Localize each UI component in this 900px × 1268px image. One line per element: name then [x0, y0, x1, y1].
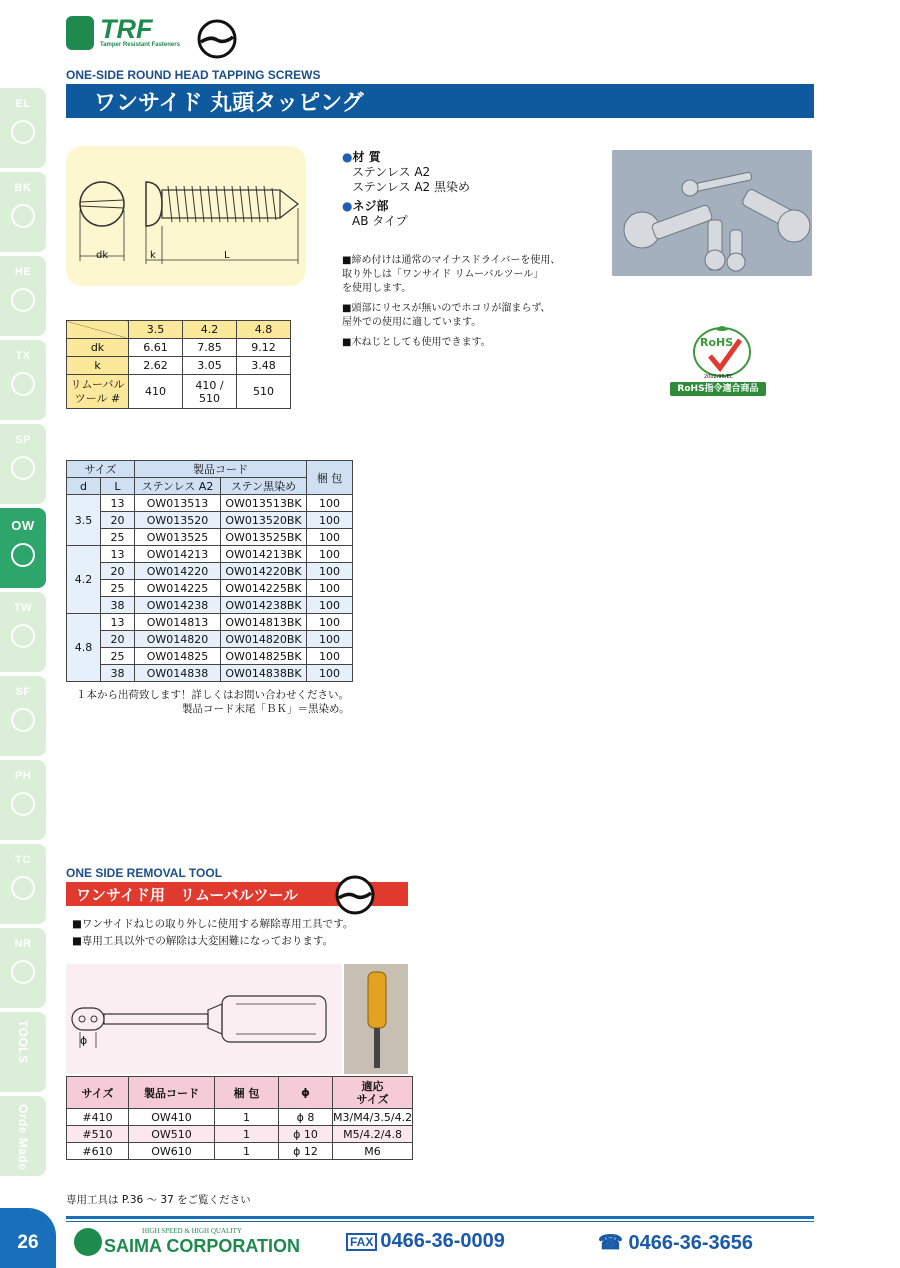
table-row — [67, 597, 353, 614]
prod-cell-L: 20 — [101, 563, 135, 580]
note-1: ■締め付けは通常のマイナスドライバーを使用、 取り外しは「ワンサイド リムーバルツール」 を使用します。 — [342, 255, 561, 294]
dim-cell: 2.62 — [129, 357, 183, 375]
prod-cell-L: 25 — [101, 648, 135, 665]
side-tab[interactable] — [0, 1012, 46, 1092]
side-tab-label: SP — [15, 434, 31, 446]
fax-icon: FAX — [346, 1233, 377, 1251]
phone-value: 0466-36-3656 — [628, 1232, 754, 1254]
side-tab-label: TX — [15, 350, 31, 362]
prod-cell-a2: OW014238 — [135, 597, 221, 614]
prod-cell-a2: OW013513 — [135, 495, 221, 512]
tool-subtitle-en: ONE SIDE REMOVAL TOOL — [66, 866, 223, 880]
tool-table — [66, 1076, 413, 1160]
product-table — [66, 460, 353, 682]
company-logo-icon — [74, 1228, 102, 1256]
dim-header: 4.8 — [237, 321, 291, 339]
table-row — [67, 580, 353, 597]
table-row — [67, 648, 353, 665]
prod-cell-a2: OW014825 — [135, 648, 221, 665]
side-tab-label: OW — [11, 518, 35, 533]
dim-cell: 9.12 — [237, 339, 291, 357]
prod-cell-pack: 100 — [307, 648, 353, 665]
product-notes — [76, 688, 350, 716]
material-value-2: ステンレス A2 黒染め — [352, 180, 470, 194]
prod-cell-pack: 100 — [307, 580, 353, 597]
side-tab-label: TW — [13, 602, 33, 614]
tool-header: 梱 包 — [215, 1077, 279, 1109]
prod-cell-L: 38 — [101, 665, 135, 682]
tool-note-1: ■ワンサイドねじの取り外しに使用する解除専用工具です。 — [72, 918, 354, 930]
table-row — [67, 512, 353, 529]
bullet-icon: ● — [342, 199, 353, 213]
prod-cell-bk: OW013520BK — [221, 512, 307, 529]
prod-cell-bk: OW014838BK — [221, 665, 307, 682]
tool-cell: M3/M4/3.5/4.2 — [333, 1110, 413, 1124]
section-subtitle-en: ONE-SIDE ROUND HEAD TAPPING SCREWS — [66, 68, 321, 82]
tool-cell: #410 — [67, 1109, 129, 1126]
logo-text: TRF — [100, 14, 153, 44]
material-value-1: ステンレス A2 — [352, 165, 431, 179]
dim-label-k: k — [150, 250, 156, 261]
tool-header: 製品コード — [129, 1077, 215, 1109]
dim-label-L: L — [224, 250, 230, 261]
prod-cell-a2: OW014838 — [135, 665, 221, 682]
side-tab-icon — [11, 456, 35, 480]
side-tab[interactable] — [0, 928, 46, 1008]
prod-header-bk: ステン黒染め — [221, 478, 307, 495]
side-tab-icon — [11, 876, 35, 900]
dim-label-dk: dk — [96, 250, 109, 261]
side-tab-icon — [11, 960, 35, 984]
table-row — [67, 495, 353, 512]
page-title: ワンサイド 丸頭タッピング — [94, 91, 364, 116]
one-side-mark-icon — [196, 18, 238, 60]
dim-table-corner — [67, 321, 129, 339]
side-tab-label: TC — [15, 854, 31, 866]
tool-header: 適応 サイズ — [333, 1077, 413, 1109]
prod-cell-d: 3.5 — [67, 495, 101, 546]
footer-divider — [66, 1221, 814, 1222]
product-note-2: 製品コード末尾「ＢＫ」＝黒染め。 — [182, 703, 350, 715]
side-tab[interactable] — [0, 88, 46, 168]
prod-cell-a2: OW014220 — [135, 563, 221, 580]
note-2: ■頭部にリセスが無いのでホコリが溜まらず、 屋外での使用に適しています。 — [342, 303, 551, 328]
dim-cell: 510 — [237, 375, 291, 409]
prod-header-pack: 梱 包 — [307, 461, 353, 495]
dim-cell: 6.61 — [129, 339, 183, 357]
feature-notes — [342, 254, 560, 356]
side-tab[interactable] — [0, 676, 46, 756]
prod-cell-pack: 100 — [307, 512, 353, 529]
bullet-icon: ● — [342, 150, 353, 164]
tool-note-2: ■専用工具以外での解除は大変困難になっております。 — [72, 935, 334, 947]
side-tab[interactable] — [0, 1096, 46, 1176]
tool-cell: ϕ 12 — [279, 1143, 333, 1160]
tool-cell: M5/4.2/4.8 — [333, 1126, 413, 1143]
prod-cell-a2: OW013520 — [135, 512, 221, 529]
fax-number — [346, 1230, 505, 1253]
side-tab-icon — [11, 288, 35, 312]
prod-cell-bk: OW014213BK — [221, 546, 307, 563]
dim-header: 4.2 — [183, 321, 237, 339]
tool-cell: #610 — [67, 1143, 129, 1160]
prod-cell-a2: OW014213 — [135, 546, 221, 563]
dim-cell: 7.85 — [183, 339, 237, 357]
prod-header-code: 製品コード — [135, 461, 307, 478]
prod-cell-a2: OW014820 — [135, 631, 221, 648]
prod-cell-L: 25 — [101, 580, 135, 597]
screw-drawing — [66, 146, 306, 286]
side-tab-icon — [11, 204, 35, 228]
tool-title: ワンサイド用 リムーバルツール — [76, 886, 299, 904]
prod-cell-L: 13 — [101, 614, 135, 631]
side-tab-icon — [11, 120, 35, 144]
material-label: 材 質 — [352, 150, 381, 164]
prod-cell-bk: OW013525BK — [221, 529, 307, 546]
prod-cell-bk: OW013513BK — [221, 495, 307, 512]
dim-cell: 3.48 — [237, 357, 291, 375]
dim-row-label: dk — [67, 339, 129, 357]
side-tab-icon — [11, 792, 35, 816]
title-bar — [66, 84, 814, 118]
tool-cell: 1 — [215, 1109, 279, 1126]
prod-header-a2: ステンレス A2 — [135, 478, 221, 495]
prod-cell-bk: OW014220BK — [221, 563, 307, 580]
side-tab-icon — [11, 708, 35, 732]
side-tab-label: PH — [14, 770, 32, 782]
prod-cell-d: 4.2 — [67, 546, 101, 614]
tool-cell: OW410 — [129, 1109, 215, 1126]
table-row — [67, 1109, 413, 1126]
side-tab-label: SF — [15, 686, 31, 698]
dim-row-label: リムーバル ツール # — [67, 375, 129, 409]
prod-cell-pack: 100 — [307, 631, 353, 648]
side-tab-label: EL — [15, 98, 31, 110]
prod-cell-L: 13 — [101, 546, 135, 563]
prod-cell-d: 4.8 — [67, 614, 101, 682]
tool-cell: OW610 — [129, 1143, 215, 1160]
prod-cell-L: 38 — [101, 597, 135, 614]
table-row — [67, 665, 353, 682]
prod-cell-L: 25 — [101, 529, 135, 546]
prod-cell-pack: 100 — [307, 665, 353, 682]
side-tab[interactable] — [0, 844, 46, 924]
side-tab-label: HE — [14, 266, 32, 278]
table-row — [67, 631, 353, 648]
prod-cell-L: 20 — [101, 631, 135, 648]
footer-divider — [66, 1216, 814, 1219]
thread-label: ネジ部 — [352, 199, 389, 213]
side-tab-icon — [11, 624, 35, 648]
side-tab[interactable] — [0, 760, 46, 840]
dim-cell: 410 — [129, 375, 183, 409]
company-tagline: HIGH SPEED & HIGH QUALITY — [142, 1227, 242, 1235]
tool-cell: 1 — [215, 1126, 279, 1143]
prod-cell-pack: 100 — [307, 546, 353, 563]
prod-cell-pack: 100 — [307, 529, 353, 546]
tool-header: サイズ — [67, 1077, 129, 1109]
tool-cell: M6 — [333, 1143, 413, 1160]
prod-cell-bk: OW014813BK — [221, 614, 307, 631]
side-tab[interactable] — [0, 508, 46, 588]
side-tab-label: BK — [14, 182, 32, 194]
prod-header-d: d — [67, 478, 101, 495]
side-tab[interactable] — [0, 592, 46, 672]
spec-block — [342, 150, 470, 229]
table-row — [67, 1143, 413, 1160]
prod-cell-a2: OW013525 — [135, 529, 221, 546]
side-tab-label: Orde Made — [16, 1104, 30, 1171]
dimension-table — [66, 320, 291, 409]
page-number: 26 — [0, 1208, 56, 1268]
phi-label: ϕ — [80, 1034, 88, 1047]
table-row — [67, 614, 353, 631]
phone-icon: ☎ — [598, 1232, 623, 1254]
prod-cell-bk: OW014225BK — [221, 580, 307, 597]
tool-notes — [72, 916, 353, 950]
tool-cell: ϕ 8 — [279, 1109, 333, 1126]
tool-cell: ϕ 10 — [279, 1126, 333, 1143]
fax-value: 0466-36-0009 — [380, 1230, 505, 1252]
tool-cell: 1 — [215, 1143, 279, 1160]
prod-cell-pack: 100 — [307, 614, 353, 631]
side-tab[interactable] — [0, 256, 46, 336]
table-row — [67, 529, 353, 546]
prod-cell-L: 20 — [101, 512, 135, 529]
side-tab-label: NR — [14, 938, 32, 950]
logo-subtext: Tamper Resistant Fasteners — [100, 42, 180, 48]
dim-header: 3.5 — [129, 321, 183, 339]
note-3: ■木ねじとしても使用できます。 — [342, 337, 491, 348]
product-note-1: １本から出荷致します！詳しくはお問い合わせください。 — [76, 689, 349, 701]
thread-value: AB タイプ — [352, 214, 408, 228]
rohs-label: RoHS指令適合商品 — [670, 382, 766, 396]
company-name: SAIMA CORPORATION — [104, 1236, 300, 1256]
one-side-mark-icon — [334, 874, 376, 916]
rohs-year: 2002/95/EC — [704, 374, 734, 380]
prod-header-size: サイズ — [67, 461, 135, 478]
tool-photo — [344, 964, 408, 1074]
prod-cell-L: 13 — [101, 495, 135, 512]
screw-photo — [612, 150, 812, 276]
prod-cell-a2: OW014813 — [135, 614, 221, 631]
tool-cell: #510 — [67, 1126, 129, 1143]
prod-cell-bk: OW014238BK — [221, 597, 307, 614]
table-row — [67, 546, 353, 563]
prod-cell-bk: OW014820BK — [221, 631, 307, 648]
phone-number — [598, 1230, 753, 1255]
side-tab[interactable] — [0, 424, 46, 504]
rohs-logo-icon — [690, 322, 754, 380]
side-tab-icon — [11, 372, 35, 396]
side-tab-icon — [11, 543, 35, 567]
prod-cell-pack: 100 — [307, 563, 353, 580]
prod-cell-pack: 100 — [307, 597, 353, 614]
rohs-text: RoHS — [700, 336, 734, 349]
reference-note: 専用工具は P.36 ～ 37 をご覧ください — [66, 1194, 251, 1206]
tool-cell: OW510 — [129, 1126, 215, 1143]
side-tab-label: TOOLS — [16, 1020, 30, 1064]
prod-header-L: L — [101, 478, 135, 495]
prod-cell-bk: OW014825BK — [221, 648, 307, 665]
side-tab[interactable] — [0, 172, 46, 252]
prod-cell-a2: OW014225 — [135, 580, 221, 597]
trf-logo-icon — [66, 16, 94, 50]
table-row — [67, 563, 353, 580]
tool-diagram — [66, 964, 342, 1074]
dim-row-label: k — [67, 357, 129, 375]
prod-cell-pack: 100 — [307, 495, 353, 512]
dim-cell: 410 / 510 — [183, 375, 237, 409]
table-row — [67, 1126, 413, 1143]
screw-diagram — [66, 146, 306, 286]
side-tab[interactable] — [0, 340, 46, 420]
dim-cell: 3.05 — [183, 357, 237, 375]
tool-header: ϕ — [279, 1077, 333, 1109]
